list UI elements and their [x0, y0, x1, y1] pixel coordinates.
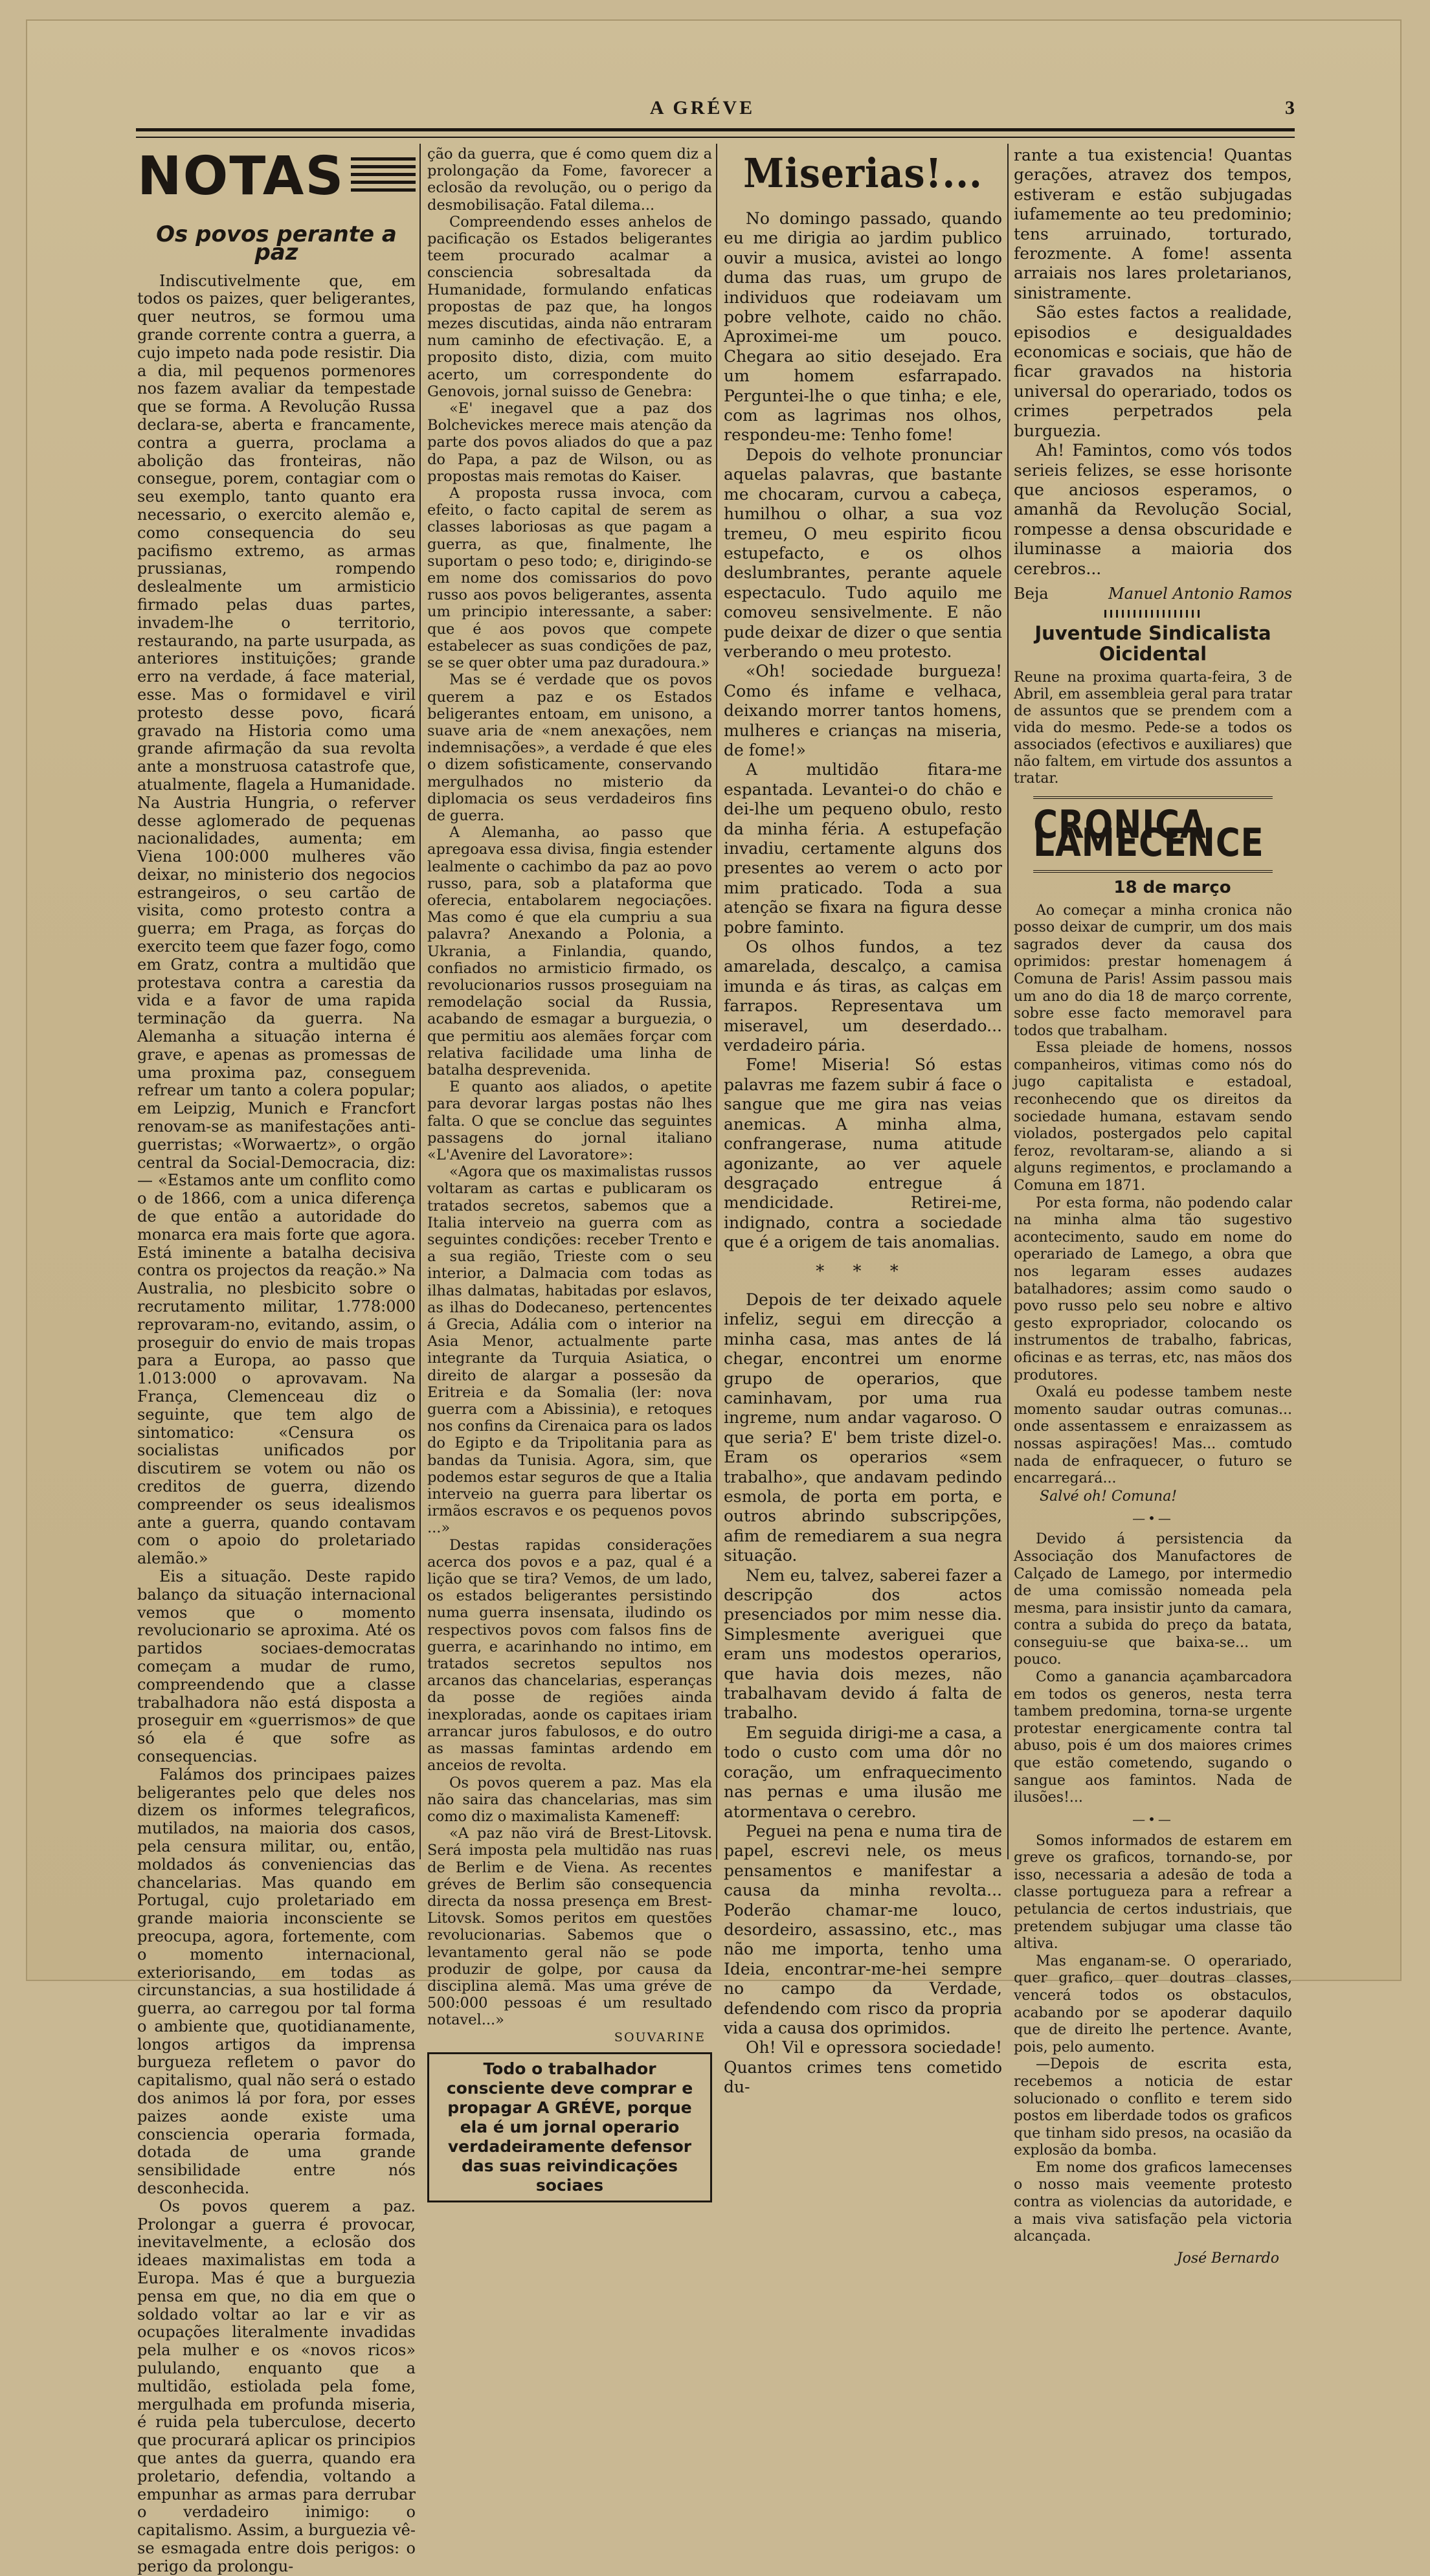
- ornament-divider: [1104, 610, 1201, 618]
- header-rule: [136, 128, 1295, 138]
- author: José Bernardo: [1176, 2250, 1279, 2267]
- paragraph: Ah! Famintos, como vós todos serieis felizes, se esse horisonte que anciosos esperamos, o amanhã da Revolução Social, rompesse a densa obscuridade e iluminasse a maioria dos cerebros...: [1014, 441, 1292, 578]
- paragraph: São estes factos a realidade, episodios e desigualdades economicas e sociais, que hão de ficar gravados na historia universal do operariado, todos os crimes perpetrados pela burguezia.: [1014, 303, 1292, 440]
- paragraph: «E' inegavel que a paz dos Bolchevickes merece mais atenção da parte dos povos aliados do que a paz do Papa, a paz de Wilson, ou as propostas mais remotas do Kaiser.: [427, 400, 712, 485]
- paragraph: Destas rapidas considerações acerca dos povos e a paz, qual é a lição que se tira? Vemos, de um lado, os estados beligerantes persistindo numa guerra insensata, iludindo os respectivos povos com falsos fins de guerra, e acarinhando no intimo, em tratados secretos sepultos nos arcanos das chancelarias, esperanças da posse de regiões ainda inexploradas, aonde os capitaes iriam arrancar juros fabulosos, e do outro as massas famintas ardendo em anceios de revolta.: [427, 1536, 712, 1775]
- paragraph: Depois do velhote pronunciar aquelas palavras, que bastante me chocaram, curvou a cabeça, humilhou o olhar, a sua voz tremeu, O meu espirito ficou estupefacto, e os olhos deslumbrantes, perante aquele espectaculo. Tudo aquilo me comoveu sensivelmente. E não pude deixar de dizer o que sentia verberando o meu protesto.: [724, 445, 1002, 661]
- paragraph: Nem eu, talvez, saberei fazer a descripção dos actos presenciados por mim nesse dia. Simplesmente averiguei que eram uns modestos operarios, que havia dois mezes, não trabalhavam devido á falta de trabalho.: [724, 1565, 1002, 1723]
- column-rule: [1007, 144, 1009, 1859]
- section-separator: —•—: [1132, 1510, 1174, 1526]
- paragraph: Falámos dos principaes paizes beligerantes pelo que deles nos dizem os informes telegraficos, mutilados, na maioria dos casos, pela censura militar, ou, então, moldados ás conveniencias das chancelarias. Mas quando em Portugal, cujo proletariado em grande maioria inconsciente se preocupa, agora, fortemente, com o momento internacional, exteriorisando, em todas as circunstancias, a sua hostilidade á guerra, ao carregou por tal forma o ambiente que, quotidianamente, longos artigos da imprensa burgueza refletem o pavor do capitalismo, qual não será o estado dos animos lá por fora, por esses paizes aonde existe uma consciencia operaria formada, dotada de uma grande sensibilidade entre nós desconhecida.: [137, 1765, 416, 2198]
- column-rule: [419, 144, 421, 1859]
- paragraph: Oh! Vil e opressora sociedade! Quantos crimes tens cometido du-: [724, 2038, 1002, 2097]
- column-4: [1014, 146, 1292, 2268]
- article-subheading: Os povos perante a paz: [156, 221, 397, 265]
- paragraph: Eis a situação. Deste rapido balanço da situação internacional vemos que o momento revolucionario se aproxima. Até os partidos sociaes-democratas começam a mudar de rumo, compreendendo que a classe trabalhadora não está disposta a proseguir em «guerrismos» de que só ela é que sofre as consequencias.: [137, 1567, 416, 1765]
- page-header: [110, 97, 1295, 123]
- paragraph: Fome! Miseria! Só estas palavras me fazem subir á face o sangue que me gira nas veias anemicas. A minha alma, confrangerase, numa atitude agonizante, ao ver aquele desgraçado entregue á mendicidade. Retirei-me, indignado, contra a sociedade que é a origem de tais anomalias.: [724, 1055, 1002, 1252]
- author: Manuel Antonio Ramos: [1108, 584, 1292, 603]
- notice-text: Reune na proxima quarta-feira, 3 de Abril, em assembleia geral para tratar de assuntos que se prendem com a vida do mesmo. Pede-se a todos os associados (efectivos e auxiliares) que não faltem, em virtude dos assuntos a tratar.: [1014, 669, 1292, 787]
- section-separator: * * *: [816, 1261, 910, 1281]
- paragraph: rante a tua existencia! Quantas gerações, atravez dos tempos, estiveram e estão subjugadas iufamemente ao teu predominio; tens arruinado, torturado, ferozmente. A fome! assenta arraiais nos lares proletarianos, sinistramente.: [1014, 146, 1292, 302]
- notas-heading: [137, 146, 416, 208]
- paragraph: Indiscutivelmente que, em todos os paizes, quer beligerantes, quer neutros, se formou uma grande corrente contra a guerra, a cujo impeto nada pode resistir. Dia a dia, mil pequenos pormenores nos fazem avaliar da tempestade que se forma. A Revolução Russa declara-se, aberta e francamente, contra a guerra, proclama a abolição das fronteiras, não consegue, porem, contagiar com o seu exemplo, tanto quanto era necessario, o exercito alemão e, como consequencia do seu pacifismo extremo, as armas prussianas, rompendo deslealmente um armisticio firmado pelas duas partes, invadem-lhe o territorio, restaurando, na parte usurpada, as anteriores instituições; grande erro na verdade, á face material, esse. Mas o formidavel e viril protesto desse povo, ficará gravado na Historia como uma grande afirmação da sua revolta ante a monstruosa catastrofe que, atualmente, flagela a Humanidade. Na Austria Hungria, o referver desse aglomerado de pequenas nacionalidades, aumenta; em Viena 100:000 mulheres vão deixar, no ministerio dos negocios estrangeiros, o seu cartão de visita, como protesto contra a guerra; em Praga, as forças do exercito teem que fazer fogo, como em Gratz, contra a multidão que protestava contra a carestia da vida e a favor de uma rapida terminação da guerra. Na Alemanha a situação interna é grave, e apenas as promessas de uma proxima paz, conseguem refrear um tanto a colera popular; em Leipzig, Munich e Francfort renovam-se as manifestações anti-guerristas; «Worwaertz», o orgão central da Social-Democracia, diz: — «Estamos ante um conflito como o de 1866, com a unica diferença de que então a autoridade do monarca era mais forte que agora. Está iminente a batalha decisiva contra os projectos da reação.» Na Australia, no plesbicito sobre o recrutamento militar, 1.778:000 reprovaram-no, evitando, assim, o proseguir do envio de mais tropas para a Europa, ao passo que 1.013:000 o aprovavam. Na França, Clemenceau diz o seguinte, que tem algo de sintomatico: «Censura os socialistas unificados por discutirem se votem ou não os creditos de guerra, dizendo compreender os seus idealismos ante a guerra, quando contavam com o apoio do proletariado alemão.»: [137, 271, 416, 1568]
- paragraph: A Alemanha, ao passo que apregoava essa divisa, fingia estender lealmente o cachimbo da paz ao povo russo, para, sob a plataforma que oferecia, entabolarem negociações. Mas como é que ela cumpriu a sua palavra? Anexando a Polonia, a Ukrania, a Finlandia, quando, confiados no armisticio firmado, os revolucionarios russos proseguiam na remodelação social da Russia, acabando de esmagar a burguezia, o que permitiu aos alemães forçar com relativa facilidade uma linha de batalha desprevenida.: [427, 824, 712, 1079]
- paragraph: A multidão fitara-me espantada. Levantei-o do chão e dei-lhe um pequeno obulo, resto da minha féria. A estupefação invadiu, certamente alguns dos presentes ao verem o acto por mim praticado. Toda a sua atenção se fixara na figura desse pobre faminto.: [724, 760, 1002, 937]
- paragraph: Compreendendo esses anhelos de pacificação os Estados beligerantes teem procurado acalmar a consciencia sobresaltada da Humanidade, formulando enfaticas propostas de paz que, ha longos mezes discutidas, ainda não entraram num caminho de efectivação. E, a proposito disto, dizia, com muito acerto, um correspondente do Genovois, jornal suisso de Genebra:: [427, 213, 712, 400]
- salutation: Salvé oh! Comuna!: [1040, 1488, 1178, 1505]
- column-1: [137, 146, 416, 2576]
- paragraph: Em nome dos graficos lamecenses o nosso mais veemente protesto contra as violencias da autoridade, e a mais viva satisfação pela victoria alcançada.: [1014, 2159, 1292, 2245]
- paragraph: A proposta russa invoca, com efeito, o facto capital de serem as classes laboriosas as que pagam a guerra, as que, finalmente, lhe suportam o peso todo; e, dirigindo-se em nome dos comissarios do povo russo aos povos beligerantes, assenta um principio interessante, a saber: que é aos povos que compete estabelecer as suas condições de paz, se se quer obter uma paz duradoura.»: [427, 485, 712, 672]
- paragraph: «Agora que os maximalistas russos voltaram as cartas e publicaram os tratados secretos, sabemos que a Italia interveio na guerra com as seguintes condições: receber Trento e a sua região, Trieste com o seu interior, a Dalmacia com todas as ilhas dalmatas, habitadas por eslavos, as ilhas do Dodecaneso, pertencentes á Grecia, Adália com o interior na Asia Menor, actualmente parte integrante da Turquia Asiatica, o direito de alargar a possesão da Eritreia e da Somalia (ler: nova guerra com a Abissinia), e retoques nos confins da Cirenaica para os lados do Egipto e da Tripolitania para as bandas da Tunisia. Agora, sim, que podemos estar seguros de que a Italia interveio na guerra para libertar os irmãos escravos e os pequenos povos ...»: [427, 1163, 712, 1537]
- page-number: 3: [1285, 97, 1295, 118]
- paragraph: Mas se é verdade que os povos querem a paz e os Estados beligerantes entoam, em unisono, a suave aria de «nem anexações, nem indemnisações», a verdade é que eles o dizem sofisticamente, conservando mergulhados no misterio da diplomacia os seus verdadeiros fins de guerra.: [427, 671, 712, 824]
- paragraph: —Depois de escrita esta, recebemos a noticia de estar solucionado o conflito e terem sido postos em liberdade todos os graficos que tinham sido presos, na ocasião da explosão da bomba.: [1014, 2056, 1292, 2159]
- paragraph: Depois de ter deixado aquele infeliz, segui em direcção a minha casa, mas antes de lá chegar, encontrei um enorme grupo de operarios, que caminhavam, por uma rua ingreme, num andar vagaroso. O que seria? E' bem triste dizel-o. Eram os operarios «sem trabalho», que andavam pedindo esmola, de porta em porta, e outros abrindo subscripções, afim de remediarem a sua negra situação.: [724, 1290, 1002, 1565]
- column-rule: [716, 144, 717, 1859]
- cronica-heading: CRONICA LAMECENCE: [1033, 796, 1273, 873]
- cronica-date: 18 de março: [1113, 877, 1231, 897]
- promo-box: Todo o trabalhador consciente deve comprar e propagar A GRÉVE, porque ela é um jornal operario verdadeiramente defensor das suas reivindicações sociaes: [427, 2052, 712, 2202]
- paragraph: ção da guerra, que é como quem diz a prolongação da Fome, favorecer a eclosão da revolução, ou o perigo da desmobilisação. Fatal dilema...: [427, 146, 712, 214]
- paragraph: No domingo passado, quando eu me dirigia ao jardim publico ouvir a musica, avistei ao longo duma das ruas, um grupo de individuos que rodeiavam um pobre velhote, caido no chão. Aproximei-me um pouco. Chegara ao sitio desejado. Era um homem esfarrapado. Perguntei-lhe o que tinha; e ele, com as lagrimas nos olhos, respondeu-me: Tenho fome!: [724, 209, 1002, 445]
- paragraph: «A paz não virá de Brest-Litovsk. Será imposta pela multidão nas ruas de Berlim e de Viena. As recentes gréves de Berlim são consequencia directa da nossa presença em Brest-Litovsk. Somos peritos em questões revolucionarias. Sabemos que o levantamento geral não se pode produzir de golpe, por causa da disciplina alemã. Mas uma gréve de 500:000 pessoas é um resultado notavel...»: [427, 1825, 712, 2029]
- paragraph: Os povos querem a paz. Mas ela não saira das chancelarias, mas sim como diz o maximalista Kameneff:: [427, 1774, 712, 1825]
- paragraph: Mas enganam-se. O operariado, quer grafico, quer doutras classes, vencerá todos os obstaculos, acabando por se apoderar daquilo que de direito lhe pertence. Avante, pois, pelo aumento.: [1014, 1953, 1292, 2055]
- section-separator: —•—: [1132, 1811, 1174, 1827]
- paragraph: «Oh! sociedade burgueza! Como és infame e velhaca, deixando morrer tantos homens, mulheres e crianças na miseria, de fome!»: [724, 662, 1002, 759]
- notas-title: NOTAS: [137, 146, 345, 207]
- column-2: [427, 146, 712, 2202]
- paragraph: E quanto aos aliados, o apetite para devorar largas postas não lhes falta. O que se conclue das seguintes passagens do jornal italiano «L'Avenire del Lavoratore»:: [427, 1079, 712, 1163]
- article-signature: [1014, 585, 1292, 603]
- paragraph: Ao começar a minha cronica não posso deixar de cumprir, um dos mais sagrados dever da causa dos oprimidos: prestar homenagem á Comuna de Paris! Assim passou mais um ano do dia 18 de março corrente, sobre esse facto memoravel para todos que trabalham.: [1014, 902, 1292, 1039]
- paragraph: Somos informados de estarem em greve os graficos, tornando-se, por isso, necessaria a adesão de toda a classe portugueza para a refrear a petulancia de certos industriais, que pretendem subjugar uma classe tão altiva.: [1014, 1832, 1292, 1953]
- paragraph: Os povos querem a paz. Prolongar a guerra é provocar, inevitavelmente, a eclosão dos ideaes maximalistas em toda a Europa. Mas é que a burguezia pensa em que, no dia em que o soldado voltar ao lar e vir as ocupações literalmente invadidas pela mulher e os «novos ricos» pululando, enquanto que a multidão, estiolada pela fome, mergulhada em profunda miseria, é ruida pela tuberculose, decerto que procurará aplicar os principios que antes da guerra, quando era proletario, defendia, voltando a empunhar as armas para derrubar o verdadeiro inimigo: o capitalismo. Assim, a burguezia vê-se esmagada entre dois perigos: o perigo da prolongu-: [137, 2197, 416, 2575]
- place: Beja: [1014, 584, 1049, 603]
- paragraph: Oxalá eu podesse tambem neste momento saudar outras comunas... onde assentassem e enraizassem as nossas aspirações! Mas... comtudo nada de enfraquecer, o futuro se encarregará...: [1014, 1384, 1292, 1487]
- column-3: [724, 146, 1002, 2098]
- paragraph: Por esta forma, não podendo calar na minha alma tão sugestivo acontecimento, saudo em nome do operariado de Lamego, a obra que nos legaram esses audazes batalhadores; assim como saudo o povo russo pelo seu nobre e altivo gesto expropriador, colocando os instrumentos de trabalho, fabricas, oficinas e as terras, etc, nas mãos dos produtores.: [1014, 1194, 1292, 1383]
- paragraph: Como a ganancia açambarcadora em todos os generos, nesta terra tambem predomina, torna-se urgente protestar energicamente contra tal abuso, pois é um dos maiores crimes que estão cometendo, sugando o sangue aos famintos. Nada de ilusões!...: [1014, 1669, 1292, 1806]
- article-heading: Miserias!...: [743, 150, 983, 197]
- heading-ornament: [351, 157, 416, 196]
- newspaper-title: A GRÉVE: [649, 97, 755, 118]
- notice-heading: Juventude Sindicalista Oicidental: [1034, 622, 1271, 665]
- paragraph: Em seguida dirigi-me a casa, a todo o custo com uma dôr no coração, um enfraquecimento nas pernas e uma ilusão me atormentava o cerebro.: [724, 1723, 1002, 1821]
- signature: SOUVARINE: [614, 2030, 706, 2044]
- paragraph: Peguei na pena e numa tira de papel, escrevi nele, os meus pensamentos e manifestar a causa da minha revolta... Poderão chamar-me louco, desordeiro, assassino, etc., mas não me importa, tenho uma Ideia, encontrar-me-hei sempre no campo da Verdade, defendendo com risco da propria vida a causa dos oprimidos.: [724, 1821, 1002, 2037]
- paragraph: Os olhos fundos, a tez amarelada, descalço, a camisa imunda e ás tiras, as calças em farrapos. Representava um miseravel, um deserdado... verdadeiro pária.: [724, 937, 1002, 1055]
- paragraph: Devido á persistencia da Associação dos Manufactores de Calçado de Lamego, por intermedio de uma comissão nomeada pela mesma, para insistir junto da camara, contra a subida do preço da batata, conseguiu-se que baixa-se... um pouco.: [1014, 1531, 1292, 1668]
- paragraph: Essa pleiade de homens, nossos companheiros, vitimas como nós do jugo capitalista e estadoal, reconhecendo que os direitos da sociedade humana, estavam sendo violados, postergados pelo capital feroz, revoltaram-se, aliando a si alguns regimentos, e proclamando a Comuna em 1871.: [1014, 1040, 1292, 1194]
